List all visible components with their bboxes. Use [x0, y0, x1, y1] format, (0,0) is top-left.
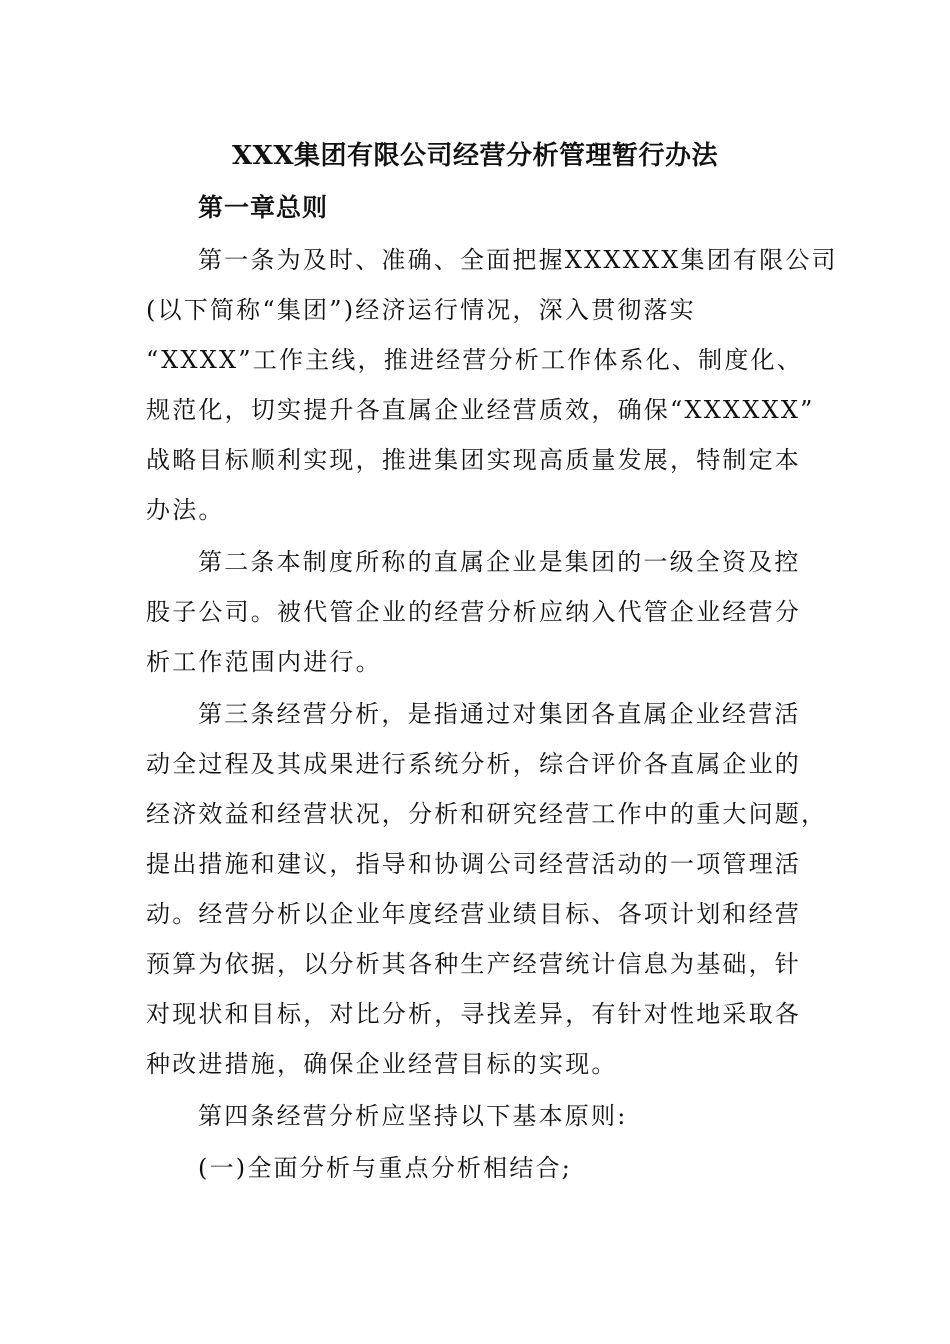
article-1-line: 规范化，切实提升各直属企业经营质效，确保“XXXXXX”	[146, 396, 815, 424]
chapter-heading: 第一章总则	[198, 193, 329, 222]
document-title: XXX集团有限公司经营分析管理暂行办法	[231, 141, 719, 171]
article-1-line: 办法。	[146, 496, 225, 524]
article-2-line: 析工作范围内进行。	[146, 648, 382, 676]
article-1-line: “XXXX”工作主线，推进经营分析工作体系化、制度化、	[146, 346, 803, 374]
article-1-line: 战略目标顺利实现，推进集团实现高质量发展，特制定本	[146, 446, 801, 474]
article-3-line: 动。经营分析以企业年度经营业绩目标、各项计划和经营	[146, 900, 801, 928]
article-4-line: 第四条经营分析应坚持以下基本原则:	[198, 1102, 628, 1130]
article-3-line: 经济效益和经营状况，分析和研究经营工作中的重大问题，	[146, 800, 828, 828]
article-3-line: 第三条经营分析，是指通过对集团各直属企业经营活	[198, 700, 801, 728]
article-3-line: 提出措施和建议，指导和协调公司经营活动的一项管理活	[146, 850, 801, 878]
article-1-line: 第一条为及时、准确、全面把握XXXXXX集团有限公司	[198, 246, 838, 274]
article-3-line: 种改进措施，确保企业经营目标的实现。	[146, 1050, 618, 1078]
article-2-line: 第二条本制度所称的直属企业是集团的一级全资及控	[198, 548, 801, 576]
article-3-line: 预算为依据，以分析其各种生产经营统计信息为基础，针	[146, 950, 801, 978]
article-2-line: 股子公司。被代管企业的经营分析应纳入代管企业经营分	[146, 598, 801, 626]
article-1-line: (以下简称“集团”)经济运行情况，深入贯彻落实	[146, 296, 696, 324]
article-3-line: 对现状和目标，对比分析，寻找差异，有针对性地采取各	[146, 1000, 801, 1028]
article-3-line: 动全过程及其成果进行系统分析，综合评价各直属企业的	[146, 750, 801, 778]
principle-item: (一)全面分析与重点分析相结合;	[198, 1154, 573, 1182]
